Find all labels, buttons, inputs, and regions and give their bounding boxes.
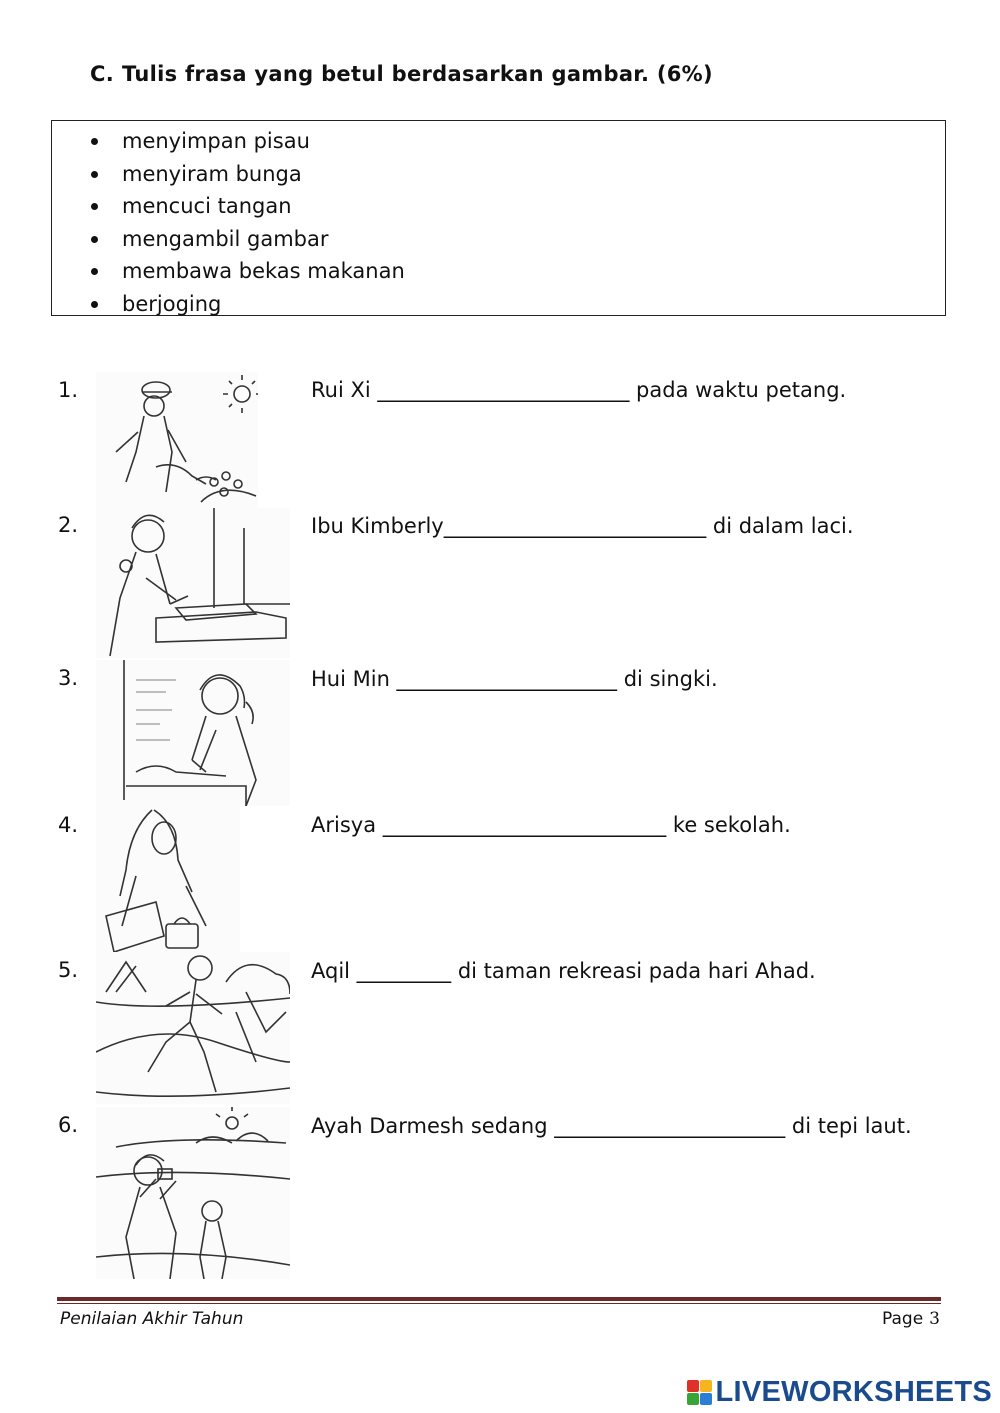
phrase-list [52,121,945,321]
question-1-number: 1. [58,378,79,402]
question-3-picture [96,660,290,806]
question-5-text: Aqil _________ di taman rekreasi pada hari Ahad. [311,959,816,983]
question-4-text: Arisya ___________________________ ke sekolah. [311,813,791,837]
question-1-text: Rui Xi ________________________ pada waktu petang. [311,378,847,402]
question-3-text: Hui Min _____________________ di singki. [311,667,718,691]
phrase-item: berjoging [52,288,945,321]
question-5-picture [96,952,290,1104]
question-4-number: 4. [58,813,79,837]
question-3-number: 3. [58,666,79,690]
question-6-text: Ayah Darmesh sedang ______________________ di tepi laut. [311,1114,912,1138]
section-letter: C. [90,62,114,86]
bullet-icon [91,301,98,308]
bullet-icon [91,236,98,243]
question-6-number: 6. [58,1113,79,1137]
liveworksheets-logo[interactable] [687,1376,993,1408]
bullet-icon [91,203,98,210]
footer-page [882,1309,940,1329]
question-5-number: 5. [58,958,79,982]
liveworksheets-mark-icon [687,1380,712,1405]
bullet-icon [91,171,98,178]
liveworksheets-wordmark: LIVEWORKSHEETS [715,1375,992,1408]
phrase-bank [51,120,946,316]
question-2-picture [96,508,290,658]
phrase-item: mencuci tangan [52,190,945,223]
question-4-picture [96,806,240,954]
question-2-text: Ibu Kimberly_________________________ di dalam laci. [311,514,854,538]
bullet-icon [91,268,98,275]
section-heading [90,62,713,86]
phrase-item: membawa bekas makanan [52,255,945,288]
footer-title: Penilaian Akhir Tahun [60,1309,244,1329]
question-6-picture [96,1107,290,1279]
section-instruction: Tulis frasa yang betul berdasarkan gambar. (6%) [122,62,713,86]
footer-page-number: 3 [929,1309,940,1329]
question-2-number: 2. [58,513,79,537]
question-1-picture [96,372,258,508]
phrase-item: menyimpan pisau [52,125,945,158]
footer-rule-thick [57,1297,941,1301]
footer-page-label: Page [882,1309,924,1329]
bullet-icon [91,138,98,145]
phrase-item: mengambil gambar [52,223,945,256]
phrase-item: menyiram bunga [52,158,945,191]
footer-rule-thin [57,1303,941,1304]
